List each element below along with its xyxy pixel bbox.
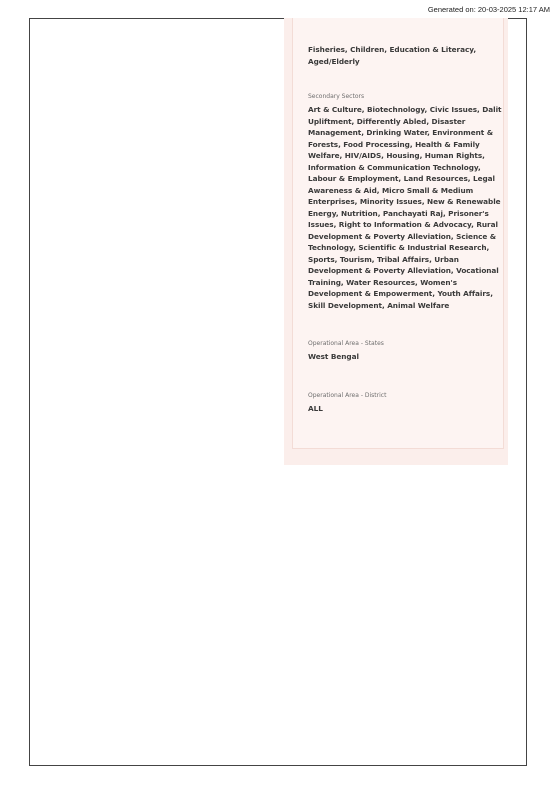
operational-states-section	[308, 340, 505, 363]
operational-district-value: ALL	[308, 403, 323, 413]
secondary-sectors-section	[308, 93, 505, 311]
details-content	[308, 44, 505, 414]
operational-states-value: West Bengal	[308, 352, 359, 361]
primary-sectors-value: Fisheries, Children, Education & Literacy, Aged/Elderly	[308, 45, 477, 66]
details-panel	[284, 18, 508, 465]
operational-states-label: Operational Area - States	[308, 340, 384, 347]
primary-sectors-section	[308, 44, 505, 67]
operational-district-section	[308, 392, 505, 415]
generated-timestamp: Generated on: 20-03-2025 12:17 AM	[427, 5, 550, 14]
secondary-sectors-value: Art & Culture, Biotechnology, Civic Issues, Dalit Upliftment, Differently Abled, Disaster Management, Drinking Water, Environment & Forests, Food Processing, Health & Family Welfare, HIV/AIDS, Housing, Human Rights, Information & Communication Technology, Labour & Employment, Land Resources, Legal Awareness & Aid, Micro Small & Medium Enterprises, Minority Issues, New & Renewable Energy, Nutrition, Panchayati Raj, Prisoner's Issues, Right to Information & Advocacy, Rural Development & Poverty Alleviation, Science & Technology, Scientific & Industrial Research, Sports, Tourism, Tribal Affairs, Urban Development & Poverty Alleviation, Vocational Training, Water Resources, Women's Development & Empowerment, Youth Affairs, Skill Development, Animal Welfare	[308, 105, 502, 310]
operational-district-label: Operational Area - District	[308, 391, 387, 399]
secondary-sectors-label: Secondary Sectors	[308, 93, 365, 100]
details-card	[292, 18, 504, 449]
